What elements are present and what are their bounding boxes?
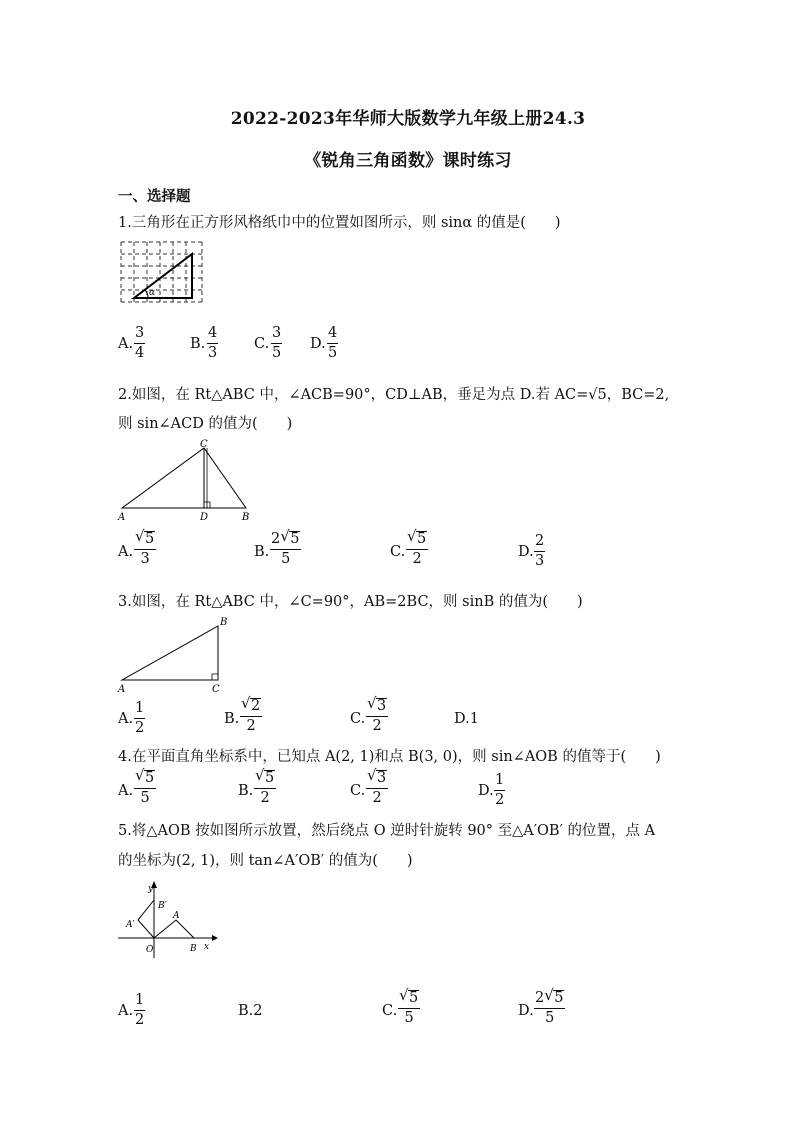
- title-line-2: 《锐角三角函数》课时练习: [304, 151, 512, 171]
- question-5-figure: [114, 876, 224, 960]
- q1-option-d[interactable]: D.: [310, 336, 326, 352]
- label-y: y: [148, 884, 154, 894]
- label-o: O: [146, 945, 154, 955]
- q1-option-c[interactable]: C.: [254, 336, 270, 352]
- label-a-prime: A′: [126, 920, 135, 930]
- question-1-figure: [118, 238, 208, 304]
- q1-option-b-frac: 4 3: [208, 325, 218, 361]
- label-c: C: [200, 439, 208, 450]
- q2-option-a[interactable]: A.: [118, 544, 134, 560]
- label-b: B: [220, 617, 228, 628]
- q5-option-d[interactable]: D.: [518, 1003, 534, 1019]
- q3-option-a-frac: 1 2: [135, 700, 145, 736]
- q2-option-d[interactable]: D.: [518, 544, 534, 560]
- question-5-line-1: 5.将△AOB 按如图所示放置，然后绕点 O 逆时针旋转 90° 至△A′OB′ 的位置，点 A: [118, 823, 656, 839]
- label-b: B: [190, 944, 197, 954]
- q4-option-a-frac: √ 5 5: [135, 766, 155, 806]
- q2-option-d-frac: 2 3: [535, 533, 545, 569]
- question-4-text: 4.在平面直角坐标系中，已知点 A(2, 1)和点 B(3, 0)，则 sin∠AOB 的值等于( ): [118, 749, 661, 765]
- question-2-figure: [114, 436, 264, 524]
- q2-option-b-frac: 2 √ 5 5: [271, 527, 300, 567]
- q3-option-a[interactable]: A.: [118, 711, 134, 727]
- q1-option-b[interactable]: B.: [190, 336, 206, 352]
- question-3-text: 3.如图，在 Rt△ABC 中，∠C=90°，AB=2BC，则 sinB 的值为( ): [118, 594, 583, 610]
- question-3-figure: [114, 614, 234, 696]
- q3-option-c[interactable]: C.: [350, 711, 366, 727]
- q4-option-b[interactable]: B.: [238, 783, 254, 799]
- label-d: D: [200, 512, 209, 523]
- q5-option-a-frac: 1 2: [135, 992, 145, 1028]
- q3-option-b[interactable]: B.: [224, 711, 240, 727]
- question-1-text: 1.三角形在正方形风格纸巾中的位置如图所示，则 sinα 的值是( ): [118, 215, 561, 231]
- q5-option-a[interactable]: A.: [118, 1003, 134, 1019]
- q3-option-d[interactable]: D.1: [454, 711, 479, 727]
- q2-option-b[interactable]: B.: [254, 544, 270, 560]
- q5-option-c-frac: √ 5 5: [399, 986, 419, 1026]
- question-5-line-2: 的坐标为(2, 1)，则 tan∠A′OB′ 的值为( ): [118, 853, 413, 869]
- q5-option-b[interactable]: B.2: [238, 1003, 263, 1019]
- question-2-line-1: 2.如图，在 Rt△ABC 中，∠ACB=90°，CD⊥AB，垂足为点 D.若 AC=√5，BC=2,: [118, 387, 670, 403]
- q4-option-d-frac: 1 2: [495, 772, 505, 808]
- q4-option-c-frac: √ 3 2: [367, 766, 387, 806]
- title-line-1: 2022-2023年华师大版数学九年级上册24.3: [230, 109, 586, 129]
- label-x: x: [204, 942, 210, 952]
- q3-option-b-frac: √ 2 2: [241, 694, 261, 734]
- q3-option-c-frac: √ 3 2: [367, 694, 387, 734]
- q5-option-c[interactable]: C.: [382, 1003, 398, 1019]
- question-2-line-2: 则 sin∠ACD 的值为( ): [118, 416, 293, 432]
- label-a: A: [173, 911, 180, 921]
- q1-option-d-frac: 4 5: [328, 325, 338, 361]
- label-c: C: [212, 684, 220, 695]
- q5-option-d-frac: 2 √ 5 5: [535, 986, 564, 1026]
- q4-option-a[interactable]: A.: [118, 783, 134, 799]
- q2-option-c[interactable]: C.: [390, 544, 406, 560]
- q2-option-a-frac: √ 5 3: [135, 527, 155, 567]
- q4-option-b-frac: √ 5 2: [255, 766, 275, 806]
- label-a: A: [118, 512, 126, 523]
- section-heading: 一、选择题: [118, 188, 191, 205]
- q4-option-d[interactable]: D.: [478, 783, 494, 799]
- q1-option-c-frac: 3 5: [272, 325, 282, 361]
- q1-option-a-frac: 3 4: [135, 325, 145, 361]
- label-b: B: [242, 512, 250, 523]
- q1-option-a[interactable]: A.: [118, 336, 134, 352]
- label-b-prime: B′: [158, 901, 167, 911]
- q4-option-c[interactable]: C.: [350, 783, 366, 799]
- label-a: A: [118, 684, 126, 695]
- alpha-label: α: [149, 288, 156, 298]
- q2-option-c-frac: √ 5 2: [407, 527, 427, 567]
